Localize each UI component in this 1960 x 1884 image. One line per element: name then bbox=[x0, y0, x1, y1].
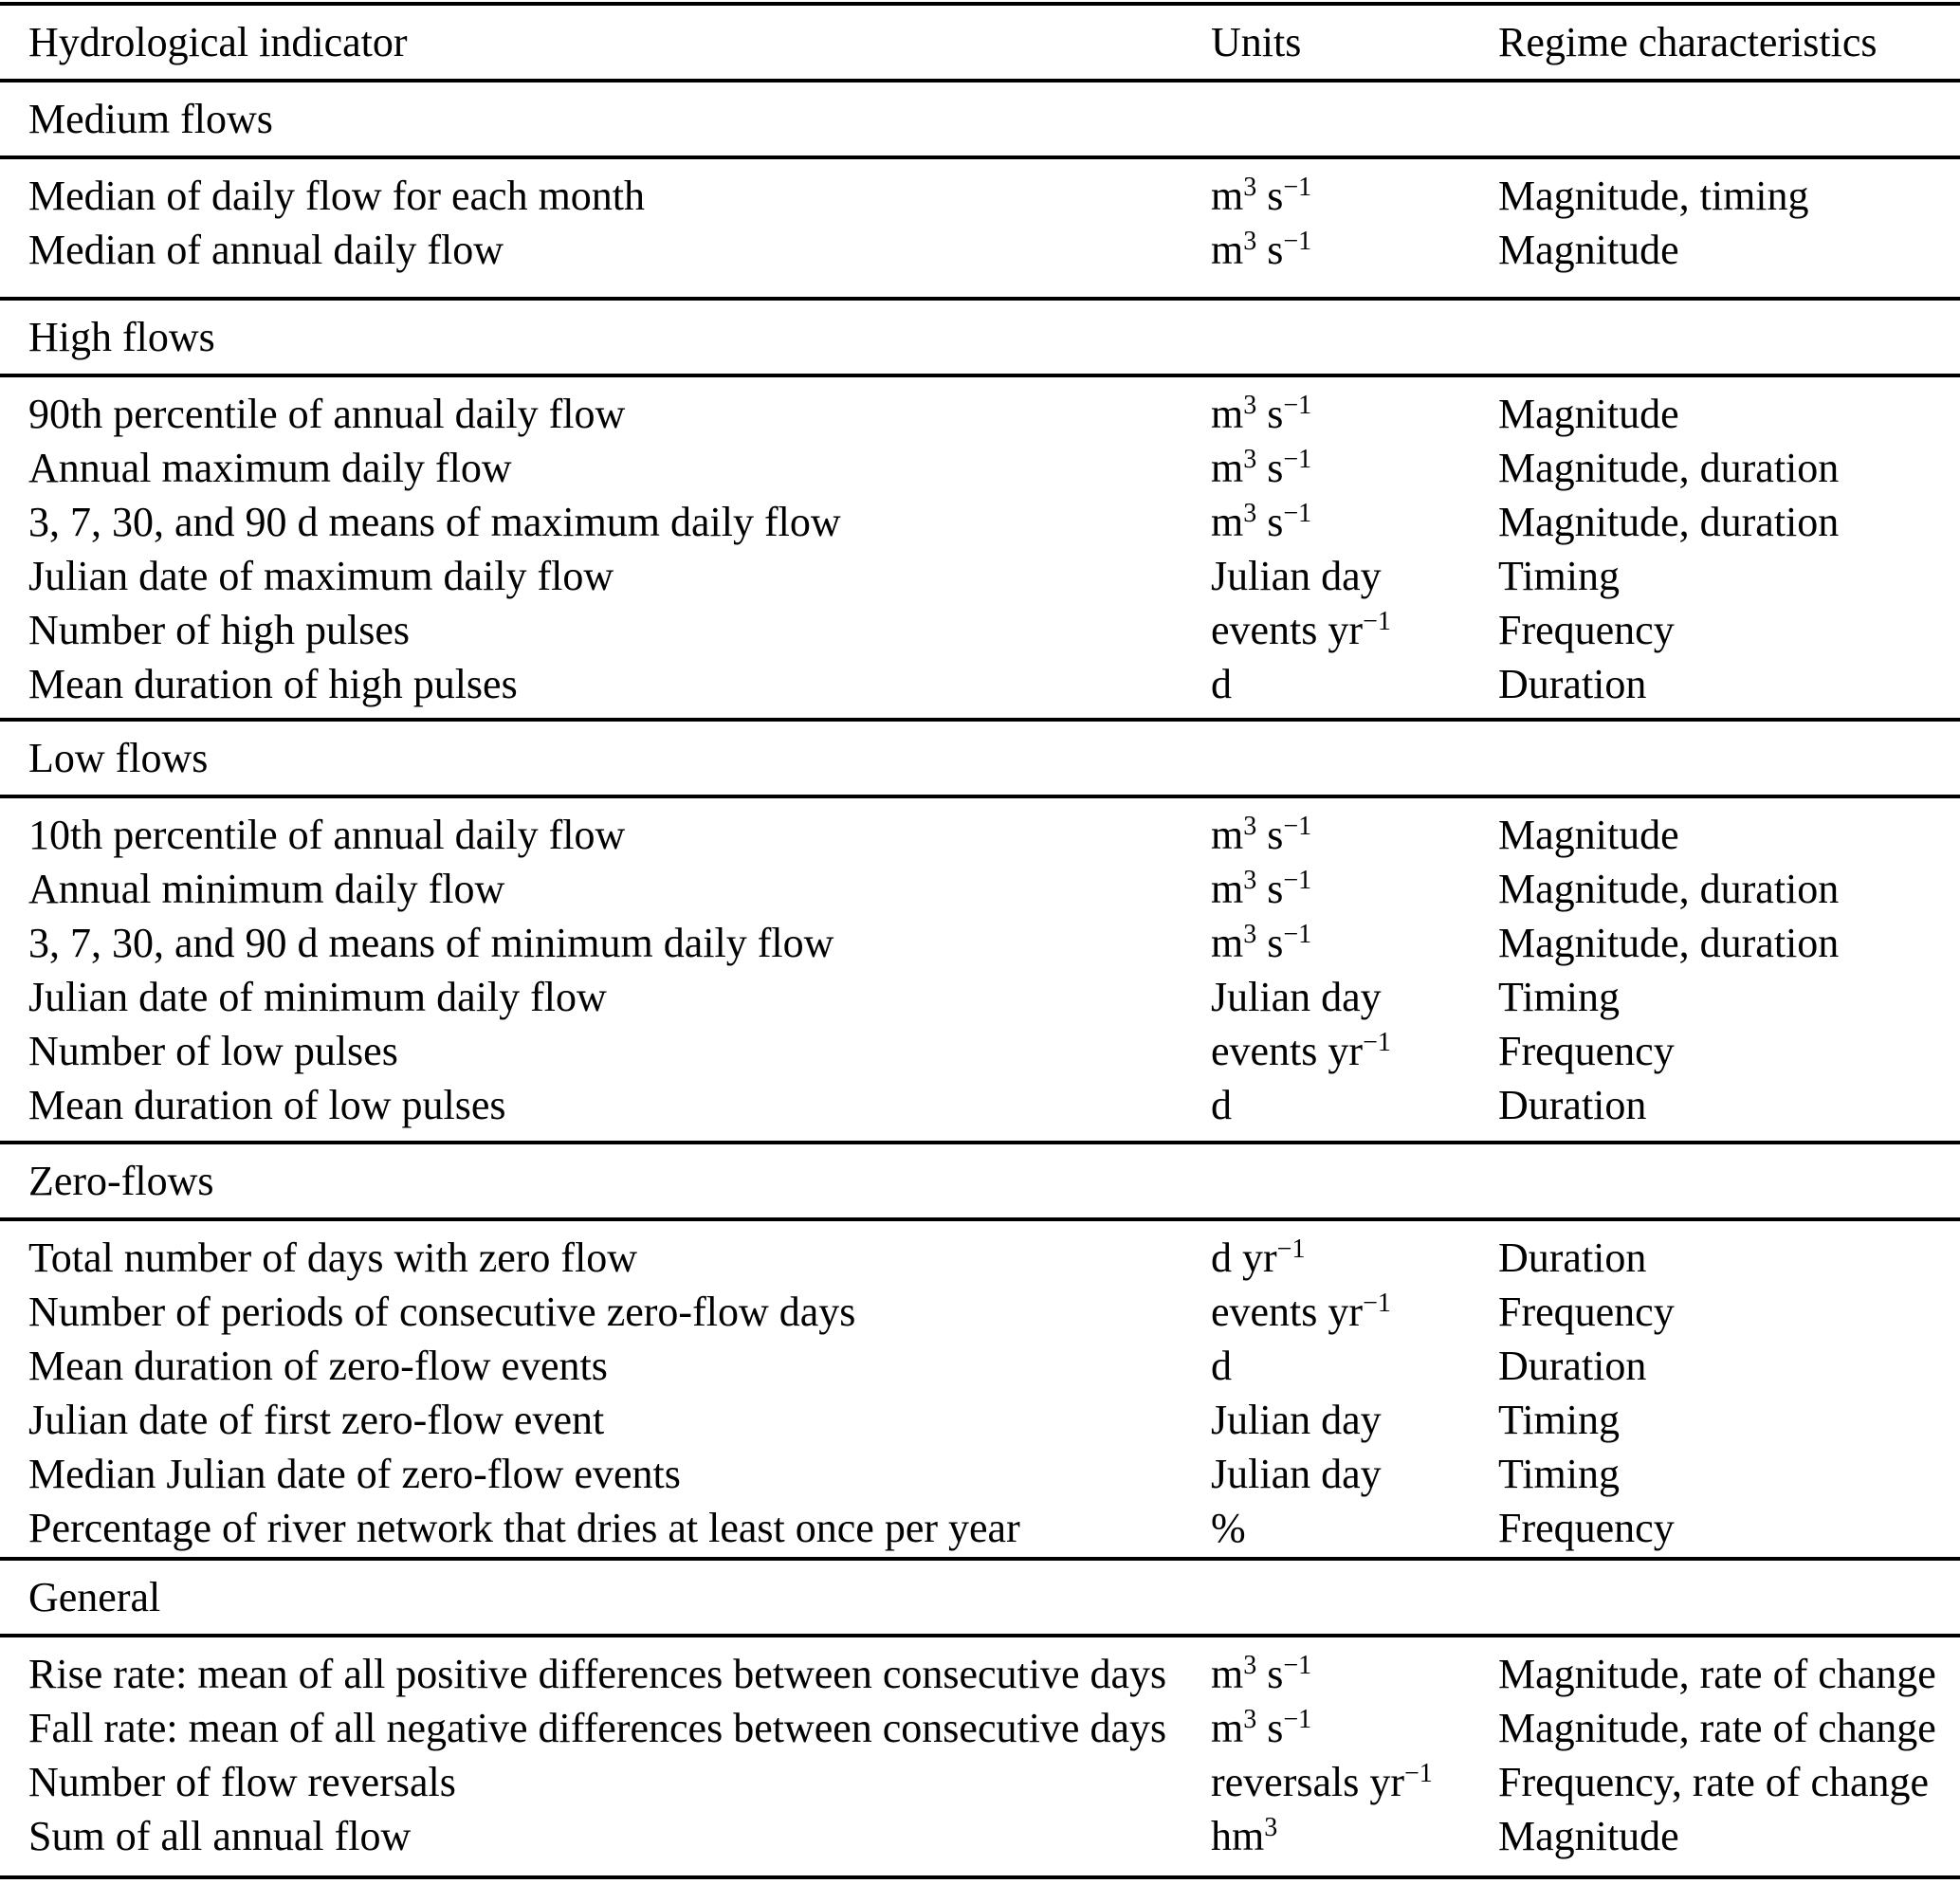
indicator-cell: Annual maximum daily flow bbox=[28, 445, 512, 491]
unit-superscript: 3 bbox=[1243, 1705, 1257, 1734]
section-rows bbox=[0, 1637, 1960, 1875]
section-title-row bbox=[0, 1144, 1960, 1217]
regime-cell: Timing bbox=[1498, 974, 1621, 1020]
column-header-units: Units bbox=[1211, 19, 1302, 65]
table-section bbox=[0, 1561, 1960, 1879]
unit-superscript: −1 bbox=[1283, 445, 1312, 474]
unit-superscript: −1 bbox=[1363, 1028, 1391, 1057]
unit-superscript: 3 bbox=[1243, 227, 1257, 256]
unit-text: s bbox=[1256, 812, 1284, 858]
regime-cell: Frequency bbox=[1498, 1028, 1675, 1074]
table-row bbox=[0, 223, 1960, 277]
indicator-cell: 3, 7, 30, and 90 d means of minimum daily flow bbox=[28, 920, 834, 966]
table-row bbox=[0, 495, 1960, 549]
units-cell bbox=[1211, 1704, 1498, 1752]
unit-superscript: −1 bbox=[1283, 866, 1312, 895]
units-cell bbox=[1211, 1081, 1498, 1129]
table-row bbox=[0, 387, 1960, 441]
table-row bbox=[0, 1755, 1960, 1809]
units-cell bbox=[1211, 552, 1498, 600]
unit-superscript: 3 bbox=[1243, 499, 1257, 528]
table-row bbox=[0, 1447, 1960, 1501]
section-rows bbox=[0, 377, 1960, 718]
unit-superscript: −1 bbox=[1404, 1759, 1433, 1788]
indicator-cell: Number of flow reversals bbox=[28, 1759, 456, 1805]
units-cell bbox=[1211, 606, 1498, 654]
section-rows bbox=[0, 1221, 1960, 1557]
units-cell bbox=[1211, 1027, 1498, 1075]
section-rows bbox=[0, 798, 1960, 1141]
indicator-cell: Fall rate: mean of all negative differences between consecutive days bbox=[28, 1705, 1167, 1751]
unit-text: Julian day bbox=[1211, 553, 1382, 599]
table-section bbox=[0, 722, 1960, 1144]
units-cell bbox=[1211, 1288, 1498, 1336]
unit-superscript: 3 bbox=[1243, 1651, 1257, 1680]
units-cell bbox=[1211, 172, 1498, 220]
units-cell bbox=[1211, 919, 1498, 967]
section-title-row bbox=[0, 301, 1960, 374]
unit-text: hm bbox=[1211, 1813, 1265, 1859]
unit-superscript: −1 bbox=[1283, 391, 1312, 420]
unit-text: s bbox=[1256, 391, 1284, 437]
unit-text: events yr bbox=[1211, 607, 1364, 653]
unit-superscript: 3 bbox=[1243, 173, 1257, 202]
regime-cell: Frequency bbox=[1498, 1289, 1675, 1335]
table-row bbox=[0, 603, 1960, 657]
regime-cell: Magnitude bbox=[1498, 1813, 1679, 1859]
indicator-cell: Julian date of maximum daily flow bbox=[28, 553, 614, 599]
regime-cell: Duration bbox=[1498, 1082, 1647, 1128]
unit-text: d yr bbox=[1211, 1235, 1277, 1281]
indicator-cell: Median of daily flow for each month bbox=[28, 173, 646, 219]
unit-text: % bbox=[1211, 1505, 1246, 1551]
unit-superscript: 3 bbox=[1243, 445, 1257, 474]
table-section bbox=[0, 1144, 1960, 1561]
unit-text: s bbox=[1256, 1651, 1284, 1697]
table-header-row bbox=[0, 6, 1960, 79]
unit-text: m bbox=[1211, 812, 1244, 858]
units-cell bbox=[1211, 390, 1498, 438]
unit-superscript: −1 bbox=[1363, 607, 1391, 636]
section-end-rule bbox=[0, 1875, 1960, 1879]
unit-text: s bbox=[1256, 227, 1284, 273]
unit-text: m bbox=[1211, 920, 1244, 966]
unit-text: s bbox=[1256, 866, 1284, 912]
regime-cell: Duration bbox=[1498, 1343, 1647, 1389]
table-row bbox=[0, 1647, 1960, 1701]
unit-text: s bbox=[1256, 499, 1284, 545]
unit-superscript: 3 bbox=[1243, 812, 1257, 841]
indicator-cell: Number of low pulses bbox=[28, 1028, 398, 1074]
unit-superscript: −1 bbox=[1283, 920, 1312, 949]
section-title: General bbox=[28, 1574, 161, 1620]
unit-superscript: −1 bbox=[1283, 1705, 1312, 1734]
table-row bbox=[0, 657, 1960, 711]
table-row bbox=[0, 1024, 1960, 1078]
regime-cell: Magnitude bbox=[1498, 391, 1679, 437]
table-row bbox=[0, 169, 1960, 223]
unit-text: Julian day bbox=[1211, 1397, 1382, 1443]
unit-text: events yr bbox=[1211, 1289, 1364, 1335]
unit-text: s bbox=[1256, 173, 1284, 219]
regime-cell: Magnitude, rate of change bbox=[1498, 1705, 1936, 1751]
units-cell bbox=[1211, 444, 1498, 492]
section-title: Medium flows bbox=[28, 96, 273, 142]
table-row bbox=[0, 1701, 1960, 1755]
indicator-cell: 10th percentile of annual daily flow bbox=[28, 812, 626, 858]
section-title: High flows bbox=[28, 314, 215, 360]
unit-text: events yr bbox=[1211, 1028, 1364, 1074]
units-cell bbox=[1211, 660, 1498, 708]
indicator-cell: Annual minimum daily flow bbox=[28, 866, 505, 912]
table-section bbox=[0, 82, 1960, 301]
table-row bbox=[0, 862, 1960, 916]
column-header-hydrological-indicator: Hydrological indicator bbox=[28, 19, 408, 65]
units-cell bbox=[1211, 811, 1498, 859]
regime-cell: Magnitude, duration bbox=[1498, 920, 1840, 966]
indicator-cell: Rise rate: mean of all positive differences between consecutive days bbox=[28, 1651, 1167, 1697]
column-header-regime-characteristics: Regime characteristics bbox=[1498, 19, 1878, 65]
section-title: Low flows bbox=[28, 735, 209, 781]
unit-superscript: 3 bbox=[1264, 1813, 1278, 1842]
section-title: Zero-flows bbox=[28, 1158, 214, 1204]
regime-cell: Magnitude, timing bbox=[1498, 173, 1809, 219]
regime-cell: Magnitude, rate of change bbox=[1498, 1651, 1936, 1697]
section-title-row bbox=[0, 1561, 1960, 1634]
table-row bbox=[0, 549, 1960, 603]
indicator-cell: Julian date of first zero-flow event bbox=[28, 1397, 605, 1443]
unit-text: m bbox=[1211, 1705, 1244, 1751]
unit-text: reversals yr bbox=[1211, 1759, 1405, 1805]
table-row bbox=[0, 916, 1960, 970]
units-cell bbox=[1211, 498, 1498, 546]
units-cell bbox=[1211, 1342, 1498, 1390]
regime-cell: Timing bbox=[1498, 1397, 1621, 1443]
regime-cell: Timing bbox=[1498, 553, 1621, 599]
table-row bbox=[0, 1339, 1960, 1393]
unit-text: m bbox=[1211, 499, 1244, 545]
regime-cell: Frequency bbox=[1498, 607, 1675, 653]
unit-superscript: −1 bbox=[1283, 173, 1312, 202]
table-row bbox=[0, 1501, 1960, 1555]
indicator-cell: Total number of days with zero flow bbox=[28, 1235, 638, 1281]
unit-text: d bbox=[1211, 1343, 1232, 1389]
units-cell bbox=[1211, 1234, 1498, 1282]
table-row bbox=[0, 970, 1960, 1024]
indicator-cell: 90th percentile of annual daily flow bbox=[28, 391, 626, 437]
indicator-cell: Mean duration of zero-flow events bbox=[28, 1343, 608, 1389]
regime-cell: Timing bbox=[1498, 1451, 1621, 1497]
unit-text: s bbox=[1256, 445, 1284, 491]
unit-text: s bbox=[1256, 920, 1284, 966]
units-cell bbox=[1211, 1650, 1498, 1698]
table-row bbox=[0, 808, 1960, 862]
regime-cell: Magnitude, duration bbox=[1498, 499, 1840, 545]
table-section bbox=[0, 301, 1960, 722]
indicator-cell: Mean duration of high pulses bbox=[28, 661, 518, 707]
units-cell bbox=[1211, 865, 1498, 913]
regime-cell: Duration bbox=[1498, 661, 1647, 707]
units-cell bbox=[1211, 1504, 1498, 1552]
units-cell bbox=[1211, 1812, 1498, 1860]
section-rows bbox=[0, 159, 1960, 297]
indicator-cell: Sum of all annual flow bbox=[28, 1813, 412, 1859]
table-row bbox=[0, 1809, 1960, 1863]
regime-cell: Magnitude bbox=[1498, 227, 1679, 273]
unit-text: Julian day bbox=[1211, 1451, 1382, 1497]
indicator-cell: Number of high pulses bbox=[28, 607, 411, 653]
units-cell bbox=[1211, 1450, 1498, 1498]
indicator-cell: Percentage of river network that dries at least once per year bbox=[28, 1505, 1020, 1551]
regime-cell: Magnitude, duration bbox=[1498, 445, 1840, 491]
regime-cell: Frequency, rate of change bbox=[1498, 1759, 1930, 1805]
table-row bbox=[0, 1078, 1960, 1132]
unit-text: m bbox=[1211, 173, 1244, 219]
unit-superscript: 3 bbox=[1243, 920, 1257, 949]
unit-text: m bbox=[1211, 445, 1244, 491]
indicator-cell: Median of annual daily flow bbox=[28, 227, 504, 273]
regime-cell: Frequency bbox=[1498, 1505, 1675, 1551]
unit-superscript: −1 bbox=[1283, 1651, 1312, 1680]
units-cell bbox=[1211, 1396, 1498, 1444]
unit-text: s bbox=[1256, 1705, 1284, 1751]
unit-superscript: 3 bbox=[1243, 866, 1257, 895]
indicator-cell: Number of periods of consecutive zero-flow days bbox=[28, 1289, 856, 1335]
unit-text: m bbox=[1211, 1651, 1244, 1697]
section-title-row bbox=[0, 82, 1960, 155]
table-body bbox=[0, 82, 1960, 1879]
table-row bbox=[0, 1393, 1960, 1447]
unit-superscript: −1 bbox=[1283, 812, 1312, 841]
indicator-cell: Median Julian date of zero-flow events bbox=[28, 1451, 681, 1497]
table-row bbox=[0, 1285, 1960, 1339]
unit-superscript: −1 bbox=[1283, 499, 1312, 528]
indicator-cell: 3, 7, 30, and 90 d means of maximum daily flow bbox=[28, 499, 841, 545]
table-row bbox=[0, 1231, 1960, 1285]
table-row bbox=[0, 441, 1960, 495]
indicator-cell: Julian date of minimum daily flow bbox=[28, 974, 607, 1020]
unit-superscript: −1 bbox=[1276, 1235, 1306, 1264]
unit-text: Julian day bbox=[1211, 974, 1382, 1020]
indicator-cell: Mean duration of low pulses bbox=[28, 1082, 506, 1128]
unit-text: d bbox=[1211, 661, 1232, 707]
section-title-row bbox=[0, 722, 1960, 795]
unit-superscript: −1 bbox=[1363, 1289, 1391, 1318]
unit-text: d bbox=[1211, 1082, 1232, 1128]
units-cell bbox=[1211, 973, 1498, 1021]
unit-superscript: 3 bbox=[1243, 391, 1257, 420]
units-cell bbox=[1211, 1758, 1498, 1806]
regime-cell: Magnitude bbox=[1498, 812, 1679, 858]
unit-superscript: −1 bbox=[1283, 227, 1312, 256]
regime-cell: Magnitude, duration bbox=[1498, 866, 1840, 912]
units-cell bbox=[1211, 226, 1498, 274]
unit-text: m bbox=[1211, 866, 1244, 912]
regime-cell: Duration bbox=[1498, 1235, 1647, 1281]
unit-text: m bbox=[1211, 227, 1244, 273]
unit-text: m bbox=[1211, 391, 1244, 437]
